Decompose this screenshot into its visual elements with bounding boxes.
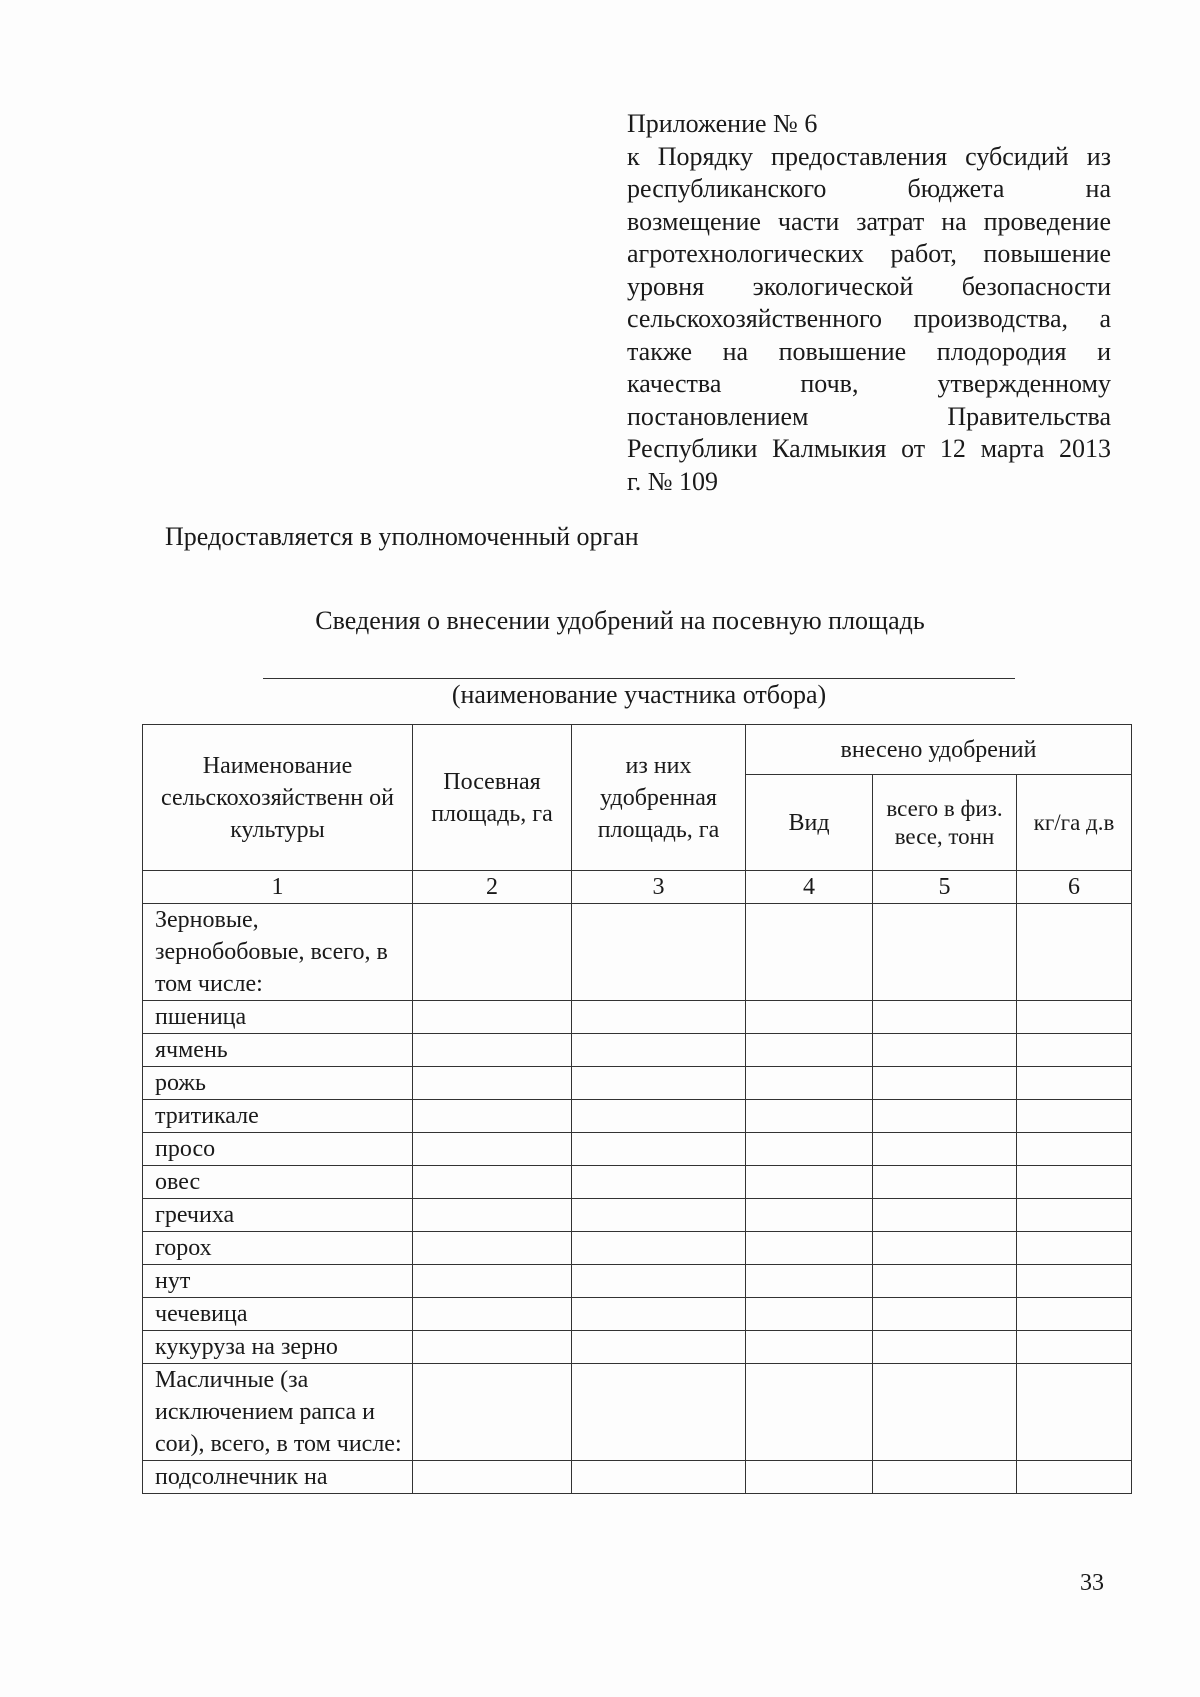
table-row — [143, 1100, 1132, 1133]
fertilized-area-cell — [572, 1034, 746, 1067]
total-physical-cell — [873, 1100, 1017, 1133]
fertilized-area-cell — [572, 1331, 746, 1364]
page-number: 33 — [1080, 1570, 1104, 1596]
fertilized-area-cell — [572, 1298, 746, 1331]
table-row — [143, 1232, 1132, 1265]
crop-name-cell: Масличные (за исключением рапса и сои), всего, в том числе: — [143, 1364, 413, 1461]
total-physical-cell — [873, 1298, 1017, 1331]
kg-per-ha-cell — [1017, 1298, 1132, 1331]
total-physical-cell — [873, 1034, 1017, 1067]
fertilizer-type-cell — [746, 1461, 873, 1494]
total-physical-cell — [873, 1331, 1017, 1364]
participant-name-blank — [263, 678, 1015, 679]
header-total-physical: всего в физ. весе, тонн — [873, 775, 1017, 871]
header-sown-area: Посевная площадь, га — [413, 725, 572, 871]
kg-per-ha-cell — [1017, 1199, 1132, 1232]
appendix-line: Республики Калмыкия от 12 марта 2013 — [627, 434, 1111, 463]
total-physical-cell — [873, 1265, 1017, 1298]
fertilized-area-cell — [572, 1461, 746, 1494]
fertilizer-type-cell — [746, 1265, 873, 1298]
total-physical-cell — [873, 1199, 1017, 1232]
sown-area-cell — [413, 1298, 572, 1331]
table-row — [143, 1034, 1132, 1067]
kg-per-ha-cell — [1017, 1461, 1132, 1494]
kg-per-ha-cell — [1017, 1100, 1132, 1133]
kg-per-ha-cell — [1017, 1067, 1132, 1100]
appendix-line: уровня экологической безопасности — [627, 271, 1111, 301]
sown-area-cell — [413, 1232, 572, 1265]
appendix-line: к Порядку предоставления субсидий из — [627, 141, 1111, 171]
fertilizer-type-cell — [746, 904, 873, 1001]
fertilized-area-cell — [572, 1232, 746, 1265]
header-kg-per-ha: кг/га д.в — [1017, 775, 1132, 871]
kg-per-ha-cell — [1017, 1166, 1132, 1199]
sown-area-cell — [413, 1034, 572, 1067]
fertilizer-type-cell — [746, 1331, 873, 1364]
fertilizer-type-cell — [746, 1364, 873, 1461]
column-number: 3 — [572, 871, 746, 904]
fertilized-area-cell — [572, 1265, 746, 1298]
sown-area-cell — [413, 904, 572, 1001]
sown-area-cell — [413, 1067, 572, 1100]
appendix-line: агротехнологических работ, повышение — [627, 239, 1111, 268]
table-row — [143, 904, 1132, 1001]
appendix-line: сельскохозяйственного производства, а — [627, 304, 1111, 333]
sown-area-cell — [413, 1166, 572, 1199]
header-fertilizers-applied: внесено удобрений — [746, 725, 1132, 775]
header-type: Вид — [746, 775, 873, 871]
kg-per-ha-cell — [1017, 1364, 1132, 1461]
document-title: Сведения о внесении удобрений на посевную площадь — [315, 606, 925, 635]
kg-per-ha-cell — [1017, 1001, 1132, 1034]
sown-area-cell — [413, 1461, 572, 1494]
fertilized-area-cell — [572, 1067, 746, 1100]
fertilizer-type-cell — [746, 1199, 873, 1232]
fertilizer-type-cell — [746, 1133, 873, 1166]
fertilizer-table — [142, 724, 1132, 1494]
fertilized-area-cell — [572, 1199, 746, 1232]
table-row — [143, 1298, 1132, 1331]
table-row — [143, 1166, 1132, 1199]
total-physical-cell — [873, 1461, 1017, 1494]
column-number: 5 — [873, 871, 1017, 904]
sown-area-cell — [413, 1331, 572, 1364]
table-row — [143, 1331, 1132, 1364]
kg-per-ha-cell — [1017, 1331, 1132, 1364]
header-crop-name: Наименование сельскохозяйственн ой культуры — [143, 725, 413, 871]
sown-area-cell — [413, 1001, 572, 1034]
appendix-line: также на повышение плодородия и — [627, 336, 1111, 366]
total-physical-cell — [873, 1133, 1017, 1166]
kg-per-ha-cell — [1017, 1034, 1132, 1067]
crop-name-cell: Зерновые, зернобобовые, всего, в том числе: — [143, 904, 413, 1001]
fertilized-area-cell — [572, 1166, 746, 1199]
appendix-reference — [627, 108, 1111, 498]
fertilizer-type-cell — [746, 1100, 873, 1133]
fertilizer-type-cell — [746, 1034, 873, 1067]
total-physical-cell — [873, 1232, 1017, 1265]
participant-caption: (наименование участника отбора) — [451, 680, 827, 709]
table-row — [143, 1133, 1132, 1166]
crop-name-cell: кукуруза на зерно — [143, 1331, 413, 1364]
fertilizer-type-cell — [746, 1001, 873, 1034]
fertilized-area-cell — [572, 1364, 746, 1461]
table-row — [143, 1461, 1132, 1494]
crop-name-cell: овес — [143, 1166, 413, 1199]
crop-name-cell: горох — [143, 1232, 413, 1265]
fertilized-area-cell — [572, 1133, 746, 1166]
crop-name-cell: чечевица — [143, 1298, 413, 1331]
crop-name-cell: подсолнечник на — [143, 1461, 413, 1494]
header-fertilized-area: из них удобренная площадь, га — [572, 725, 746, 871]
total-physical-cell — [873, 1001, 1017, 1034]
sown-area-cell — [413, 1265, 572, 1298]
fertilized-area-cell — [572, 904, 746, 1001]
total-physical-cell — [873, 1364, 1017, 1461]
table-row — [143, 1067, 1132, 1100]
column-number: 4 — [746, 871, 873, 904]
sown-area-cell — [413, 1364, 572, 1461]
total-physical-cell — [873, 904, 1017, 1001]
column-number: 2 — [413, 871, 572, 904]
total-physical-cell — [873, 1067, 1017, 1100]
crop-name-cell: рожь — [143, 1067, 413, 1100]
appendix-line: качества почв, утвержденному — [627, 369, 1111, 398]
column-number-row — [143, 871, 1132, 904]
table-row — [143, 1265, 1132, 1298]
appendix-line: Приложение № 6 — [627, 109, 818, 138]
kg-per-ha-cell — [1017, 1265, 1132, 1298]
appendix-line: постановлением Правительства — [627, 401, 1111, 431]
fertilized-area-cell — [572, 1100, 746, 1133]
submitted-to-text: Предоставляется в уполномоченный орган — [165, 522, 639, 551]
crop-name-cell: пшеница — [143, 1001, 413, 1034]
kg-per-ha-cell — [1017, 1232, 1132, 1265]
table-row — [143, 1364, 1132, 1461]
total-physical-cell — [873, 1166, 1017, 1199]
table-row — [143, 1199, 1132, 1232]
fertilized-area-cell — [572, 1001, 746, 1034]
kg-per-ha-cell — [1017, 1133, 1132, 1166]
fertilizer-type-cell — [746, 1067, 873, 1100]
appendix-line: республиканского бюджета на — [627, 174, 1111, 203]
column-number: 1 — [143, 871, 413, 904]
crop-name-cell: нут — [143, 1265, 413, 1298]
sown-area-cell — [413, 1133, 572, 1166]
fertilizer-type-cell — [746, 1166, 873, 1199]
appendix-line: возмещение части затрат на проведение — [627, 206, 1111, 236]
crop-name-cell: тритикале — [143, 1100, 413, 1133]
sown-area-cell — [413, 1199, 572, 1232]
crop-name-cell: просо — [143, 1133, 413, 1166]
sown-area-cell — [413, 1100, 572, 1133]
table-row — [143, 1001, 1132, 1034]
appendix-line: г. № 109 — [627, 466, 719, 496]
fertilizer-type-cell — [746, 1298, 873, 1331]
column-number: 6 — [1017, 871, 1132, 904]
crop-name-cell: гречиха — [143, 1199, 413, 1232]
kg-per-ha-cell — [1017, 904, 1132, 1001]
crop-name-cell: ячмень — [143, 1034, 413, 1067]
fertilizer-type-cell — [746, 1232, 873, 1265]
